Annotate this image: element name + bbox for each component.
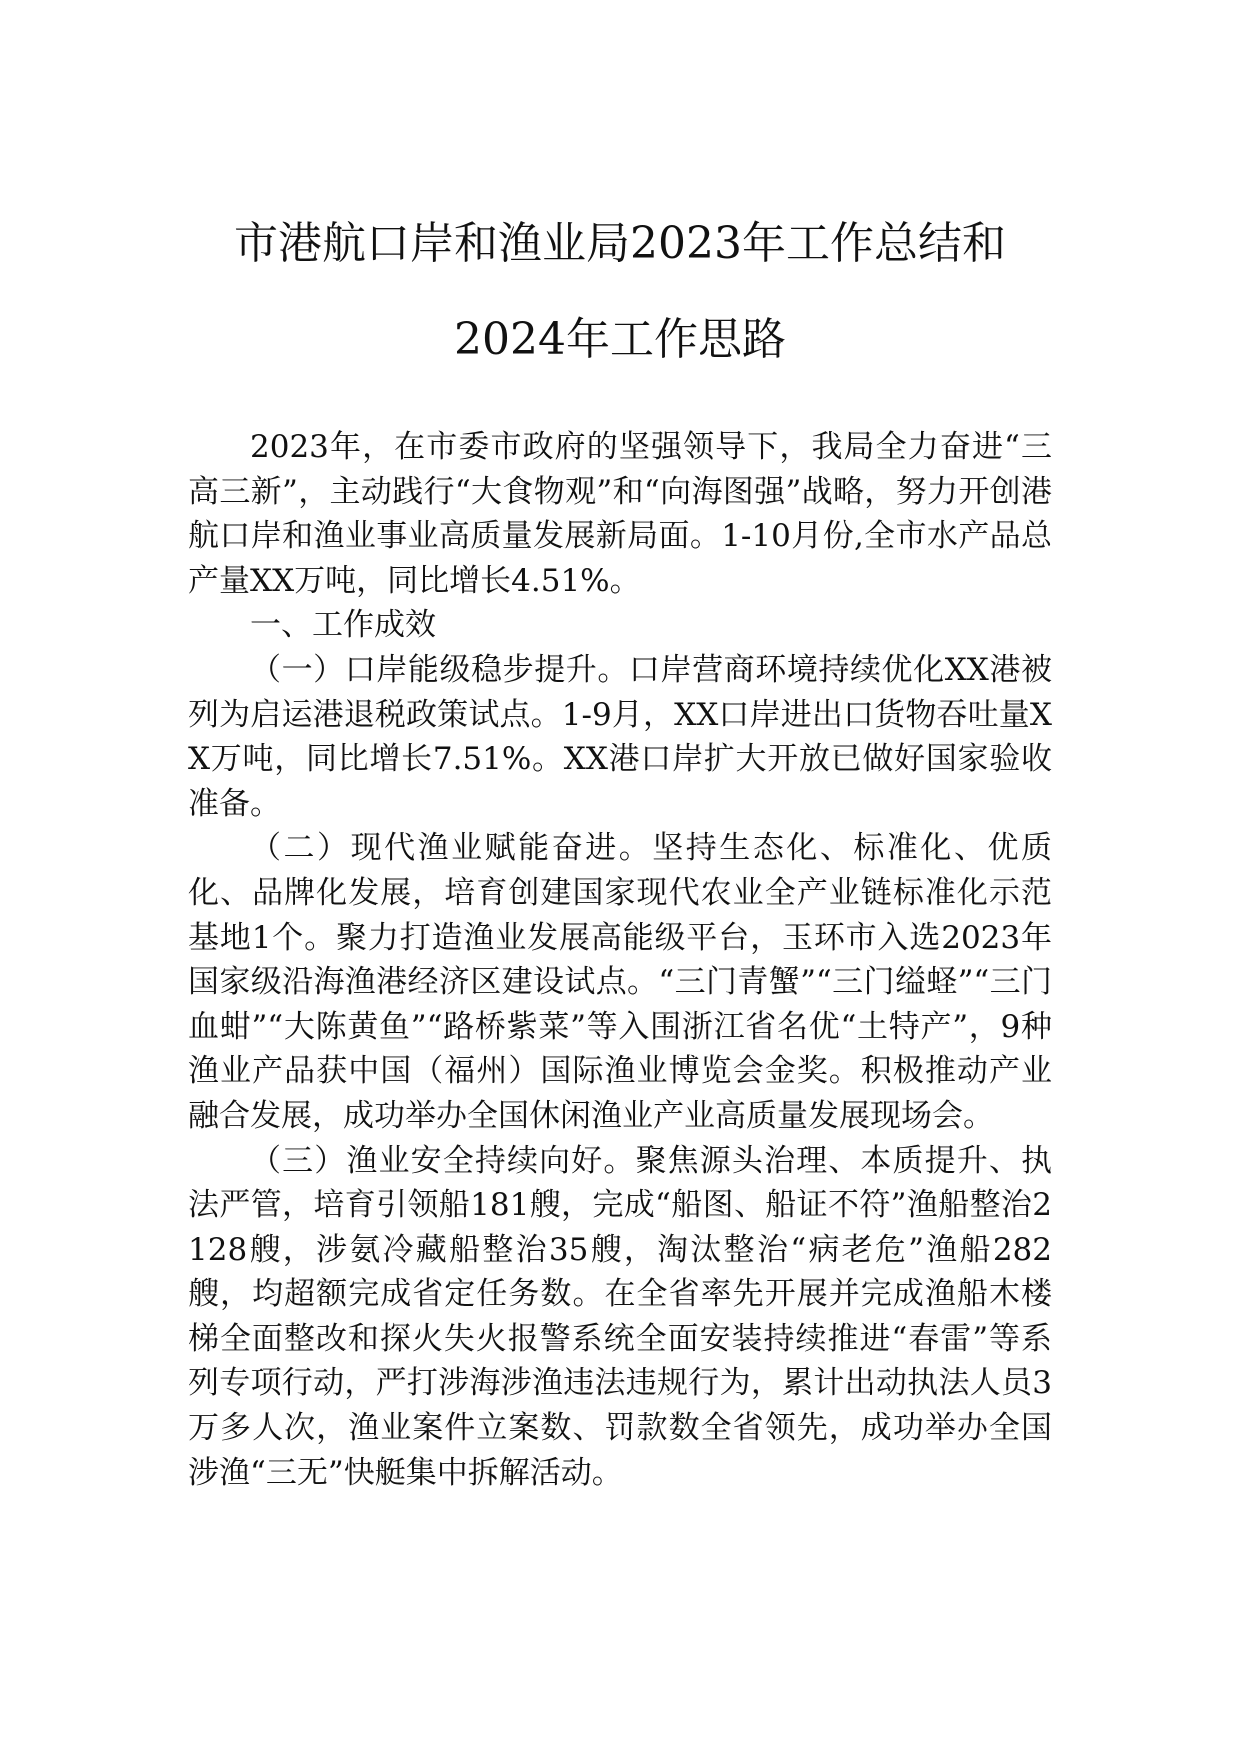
- section-heading-achievements: 一、工作成效: [250, 607, 436, 644]
- document-title-line-1: 市港航口岸和渔业局2023年工作总结和: [234, 218, 1006, 269]
- intro-paragraph: 2023年，在市委市政府的坚强领导下，我局全力奋进“三高三新”，主动践行“大食物观”和“向海图强”战略，努力开创港航口岸和渔业事业高质量发展新局面。1-10月份,全市水产品总产量XX万吨，同比增长4.51%。: [188, 429, 1052, 599]
- paragraph-fishery-safety: （三）渔业安全持续向好。聚焦源头治理、本质提升、执法严管，培育引领船181艘，完成“船图、船证不符”渔船整治2128艘，涉氨冷藏船整治35艘，淘汰整治“病老危”渔船282艘，均超额完成省定任务数。在全省率先开展并完成渔船木楼梯全面整改和探火失火报警系统全面安装持续推进“春雷”等系列专项行动，严打涉海涉渔违法违规行为，累计出动执法人员3万多人次，渔业案件立案数、罚款数全省领先，成功举办全国涉渔“三无”快艇集中拆解活动。: [188, 1142, 1052, 1491]
- document-title-line-2: 2024年工作思路: [454, 314, 786, 365]
- paragraph-modern-fishery: （二）现代渔业赋能奋进。坚持生态化、标准化、优质化、品牌化发展，培育创建国家现代农业全产业链标准化示范基地1个。聚力打造渔业发展高能级平台，玉环市入选2023年国家级沿海渔港经济区建设试点。“三门青蟹”“三门缢蛏”“三门血蚶”“大陈黄鱼”“路桥紫菜”等入围浙江省名优“土特产”，9种渔业产品获中国（福州）国际渔业博览会金奖。积极推动产业融合发展，成功举办全国休闲渔业产业高质量发展现场会。: [188, 830, 1052, 1134]
- paragraph-port-capacity: （一）口岸能级稳步提升。口岸营商环境持续优化XX港被列为启运港退税政策试点。1-9月，XX口岸进出口货物吞吐量XX万吨，同比增长7.51%。XX港口岸扩大开放已做好国家验收准备。: [188, 651, 1052, 822]
- document-body: [188, 425, 1052, 1495]
